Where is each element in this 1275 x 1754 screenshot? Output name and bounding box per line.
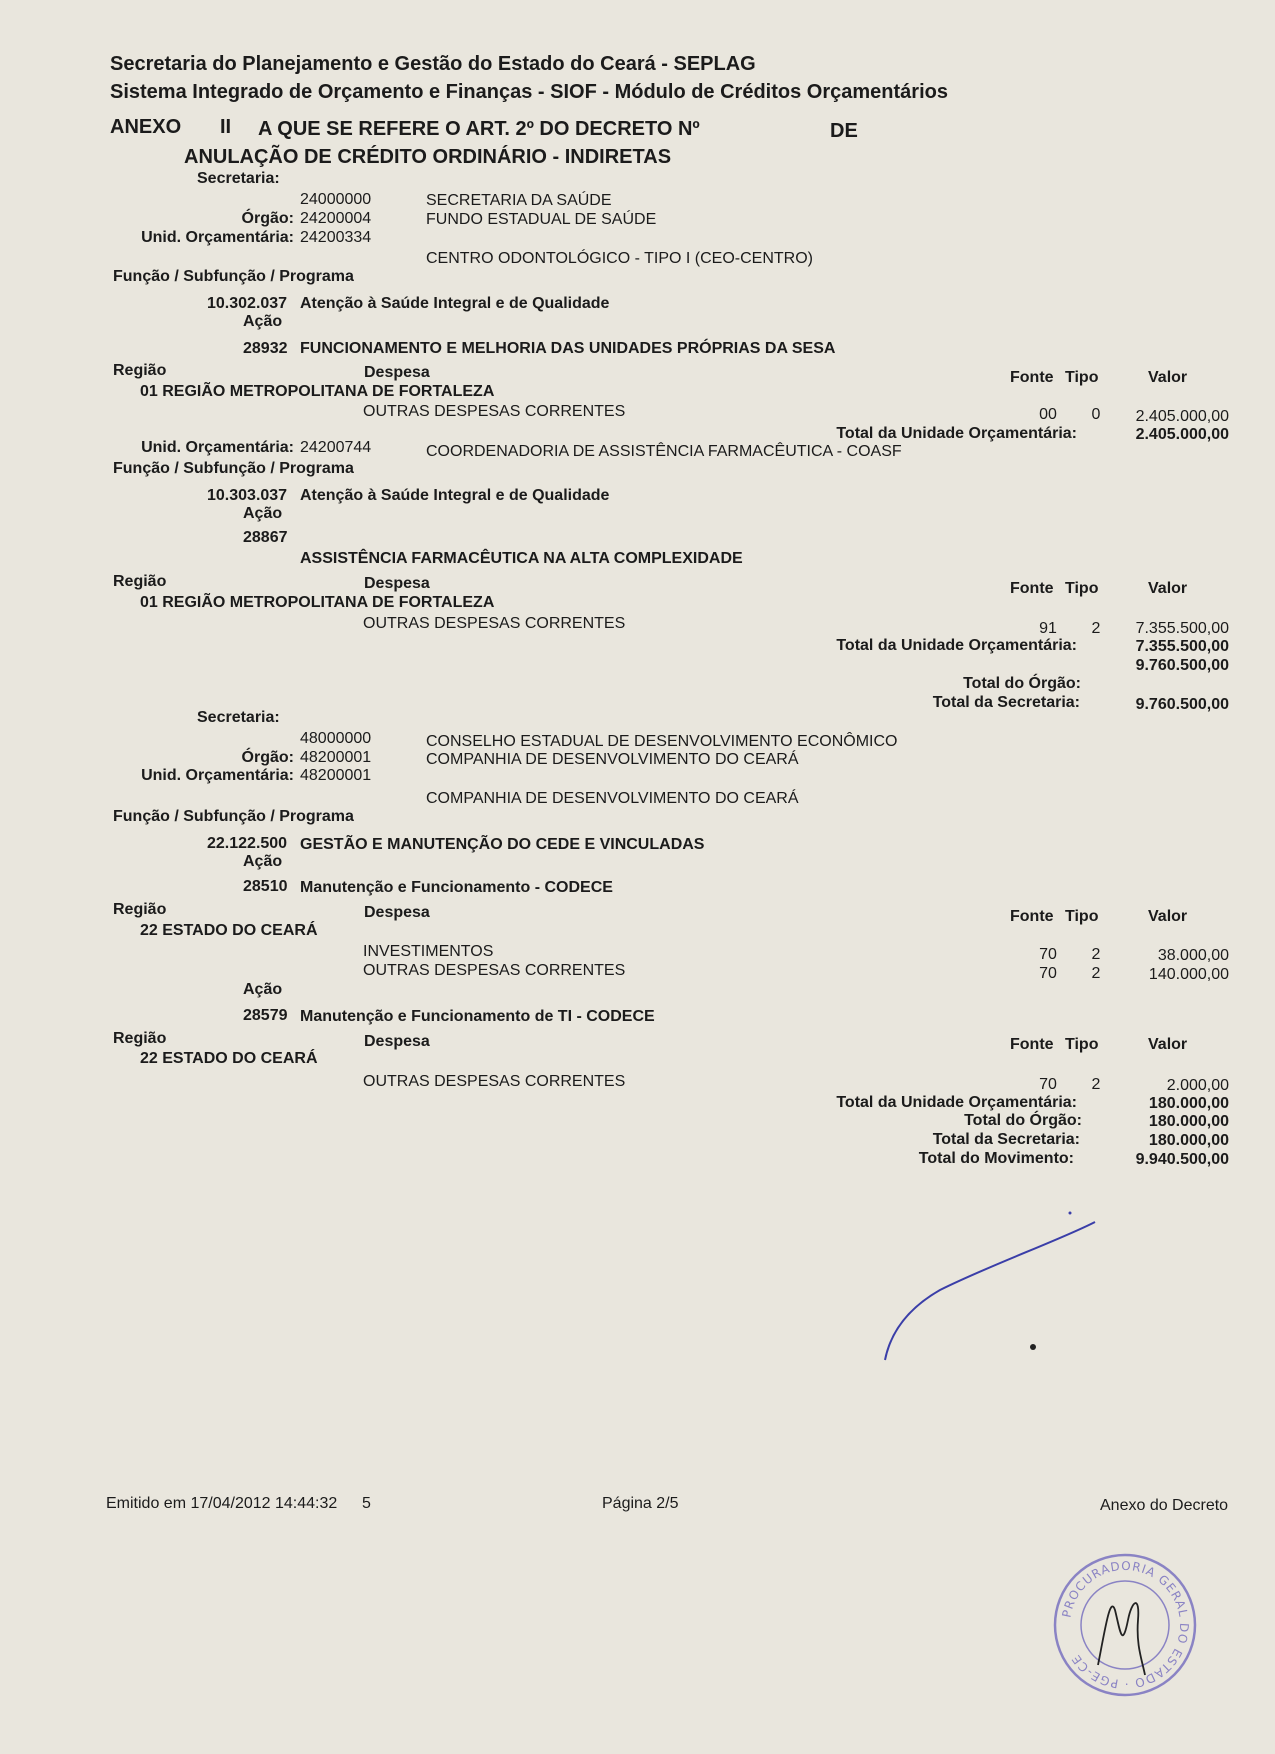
- total-secretaria-label: Total da Secretaria:: [932, 694, 1080, 711]
- regiao-label: Região: [113, 1030, 167, 1047]
- programa-code: 10.302.037: [207, 295, 288, 312]
- tipo-value: 0: [1091, 406, 1101, 423]
- pge-stamp: [1050, 1550, 1200, 1700]
- orgao-label: Órgão:: [241, 749, 294, 766]
- orgao-label: Órgão:: [241, 210, 294, 227]
- despesa-name: OUTRAS DESPESAS CORRENTES: [363, 403, 626, 420]
- svg-text:PROCURADORIA GERAL DO ESTADO ·: PROCURADORIA GERAL DO ESTADO · PGE-CE: [1059, 1558, 1192, 1692]
- despesa-label: Despesa: [364, 364, 430, 381]
- valor-label: Valor: [1148, 908, 1188, 925]
- secretaria-name: CONSELHO ESTADUAL DE DESENVOLVIMENTO ECONÔMICO: [426, 733, 898, 750]
- regiao-label: Região: [113, 362, 167, 379]
- total-unid-label: Total da Unidade Orçamentária:: [836, 425, 1077, 442]
- fonte-label: Fonte: [1010, 908, 1054, 925]
- total-secretaria-value: 9.760.500,00: [1135, 696, 1229, 713]
- unid-name: COORDENADORIA DE ASSISTÊNCIA FARMACÊUTICA - COASF: [426, 443, 902, 460]
- valor-value: 2.405.000,00: [1135, 408, 1229, 425]
- tipo-label: Tipo: [1065, 1036, 1099, 1053]
- valor-value: 140.000,00: [1148, 966, 1229, 983]
- tipo-label: Tipo: [1065, 908, 1099, 925]
- orgao-code: 48200001: [300, 749, 372, 766]
- valor-value: 2.000,00: [1166, 1077, 1229, 1094]
- unid-code: 24200334: [300, 229, 372, 246]
- regiao-name: 22 ESTADO DO CEARÁ: [140, 922, 318, 939]
- valor-label: Valor: [1148, 580, 1188, 597]
- total-orgao-value: 9.760.500,00: [1135, 657, 1229, 674]
- header-line-1: Secretaria do Planejamento e Gestão do Estado do Ceará - SEPLAG: [110, 53, 756, 75]
- regiao-name: 01 REGIÃO METROPOLITANA DE FORTALEZA: [140, 383, 495, 400]
- acao-name: Manutenção e Funcionamento - CODECE: [300, 879, 613, 896]
- total-orgao-label: Total do Órgão:: [964, 1112, 1082, 1129]
- valor-label: Valor: [1148, 369, 1188, 386]
- despesa-label: Despesa: [364, 575, 430, 592]
- orgao-name: COMPANHIA DE DESENVOLVIMENTO DO CEARÁ: [426, 751, 799, 768]
- despesa-name: OUTRAS DESPESAS CORRENTES: [363, 1073, 626, 1090]
- fonte-value: 70: [1039, 1076, 1057, 1093]
- total-unid-value: 180.000,00: [1148, 1095, 1229, 1112]
- acao-name: FUNCIONAMENTO E MELHORIA DAS UNIDADES PRÓPRIAS DA SESA: [300, 340, 836, 357]
- regiao-name: 01 REGIÃO METROPOLITANA DE FORTALEZA: [140, 594, 495, 611]
- fonte-label: Fonte: [1010, 580, 1054, 597]
- total-secretaria-value: 180.000,00: [1148, 1132, 1229, 1149]
- unid-code: 24200744: [300, 439, 372, 456]
- total-unid-value: 2.405.000,00: [1135, 426, 1229, 443]
- secretaria-code: 24000000: [300, 191, 372, 208]
- anexo-label: ANEXO: [110, 116, 182, 138]
- unid-code: 48200001: [300, 767, 372, 784]
- programa-code: 22.122.500: [207, 835, 288, 852]
- funcao-label: Função / Subfunção / Programa: [113, 808, 354, 825]
- unid-label: Unid. Orçamentária:: [141, 229, 294, 246]
- funcao-label: Função / Subfunção / Programa: [113, 268, 354, 285]
- unid-label: Unid. Orçamentária:: [141, 767, 294, 784]
- orgao-name: FUNDO ESTADUAL DE SAÚDE: [426, 211, 657, 228]
- tipo-value: 2: [1091, 946, 1101, 963]
- total-orgao-value: 180.000,00: [1148, 1113, 1229, 1130]
- valor-label: Valor: [1148, 1036, 1188, 1053]
- fonte-value: 70: [1039, 965, 1057, 982]
- decree-date-label: DE: [830, 120, 858, 142]
- header-line-2: Sistema Integrado de Orçamento e Finanças - SIOF - Módulo de Créditos Orçamentários: [110, 81, 948, 103]
- unid-label: Unid. Orçamentária:: [141, 439, 294, 456]
- footer-anexo: Anexo do Decreto: [1100, 1497, 1229, 1514]
- acao-label: Ação: [243, 853, 283, 870]
- acao-label: Ação: [243, 505, 283, 522]
- total-orgao-label: Total do Órgão:: [963, 675, 1081, 692]
- footer-emitido-number: 5: [362, 1495, 371, 1512]
- acao-label: Ação: [243, 313, 283, 330]
- footer-page-number: Página 2/5: [602, 1495, 679, 1512]
- regiao-label: Região: [113, 573, 167, 590]
- acao-code: 28867: [243, 529, 288, 546]
- fonte-value: 70: [1039, 946, 1057, 963]
- orgao-code: 24200004: [300, 210, 372, 227]
- total-unid-value: 7.355.500,00: [1135, 638, 1229, 655]
- secretaria-code: 48000000: [300, 730, 372, 747]
- document-subtitle: ANULAÇÃO DE CRÉDITO ORDINÁRIO - INDIRETAS: [184, 146, 672, 168]
- acao-code: 28510: [243, 878, 288, 895]
- programa-name: GESTÃO E MANUTENÇÃO DO CEDE E VINCULADAS: [300, 836, 705, 853]
- acao-code: 28932: [243, 340, 288, 357]
- tipo-label: Tipo: [1065, 580, 1099, 597]
- programa-name: Atenção à Saúde Integral e de Qualidade: [300, 487, 610, 504]
- anexo-number: II: [220, 116, 232, 138]
- handwritten-signature: [870, 1210, 1100, 1370]
- despesa-label: Despesa: [364, 1033, 430, 1050]
- fonte-value: 00: [1039, 406, 1057, 423]
- secretaria-label: Secretaria:: [197, 709, 280, 726]
- despesa-name: OUTRAS DESPESAS CORRENTES: [363, 962, 626, 979]
- total-unid-label: Total da Unidade Orçamentária:: [836, 637, 1077, 654]
- unid-name: CENTRO ODONTOLÓGICO - TIPO I (CEO-CENTRO): [426, 250, 813, 267]
- programa-name: Atenção à Saúde Integral e de Qualidade: [300, 295, 610, 312]
- acao-name: Manutenção e Funcionamento de TI - CODECE: [300, 1008, 655, 1025]
- valor-value: 7.355.500,00: [1135, 620, 1229, 637]
- total-unid-label: Total da Unidade Orçamentária:: [836, 1094, 1077, 1111]
- fonte-label: Fonte: [1010, 369, 1054, 386]
- programa-code: 10.303.037: [207, 487, 288, 504]
- fonte-label: Fonte: [1010, 1036, 1054, 1053]
- secretaria-label: Secretaria:: [197, 170, 280, 187]
- secretaria-name: SECRETARIA DA SAÚDE: [426, 192, 612, 209]
- despesa-name: OUTRAS DESPESAS CORRENTES: [363, 615, 626, 632]
- regiao-label: Região: [113, 901, 167, 918]
- total-movimento-label: Total do Movimento:: [918, 1150, 1074, 1167]
- acao-name: ASSISTÊNCIA FARMACÊUTICA NA ALTA COMPLEXIDADE: [300, 550, 743, 567]
- tipo-label: Tipo: [1065, 369, 1099, 386]
- despesa-name: INVESTIMENTOS: [363, 943, 494, 960]
- total-secretaria-label: Total da Secretaria:: [932, 1131, 1080, 1148]
- footer-emitido: Emitido em 17/04/2012 14:44:32: [106, 1495, 338, 1512]
- tipo-value: 2: [1091, 620, 1101, 637]
- acao-label: Ação: [243, 981, 283, 998]
- tipo-value: 2: [1091, 1076, 1101, 1093]
- unid-name: COMPANHIA DE DESENVOLVIMENTO DO CEARÁ: [426, 790, 799, 807]
- acao-code: 28579: [243, 1007, 288, 1024]
- decree-reference: A QUE SE REFERE O ART. 2º DO DECRETO Nº: [258, 118, 700, 140]
- funcao-label: Função / Subfunção / Programa: [113, 460, 354, 477]
- regiao-name: 22 ESTADO DO CEARÁ: [140, 1050, 318, 1067]
- despesa-label: Despesa: [364, 904, 430, 921]
- valor-value: 38.000,00: [1157, 947, 1229, 964]
- tipo-value: 2: [1091, 965, 1101, 982]
- fonte-value: 91: [1039, 620, 1057, 637]
- total-movimento-value: 9.940.500,00: [1135, 1151, 1229, 1168]
